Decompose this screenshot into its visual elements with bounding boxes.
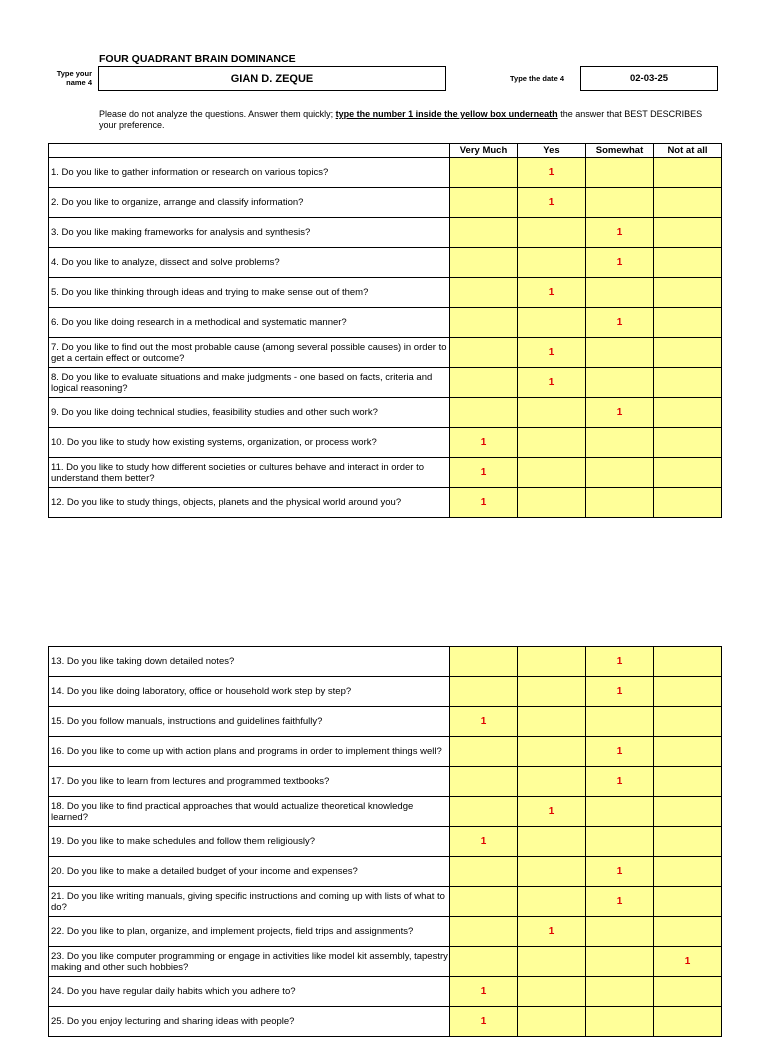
question-text: 14. Do you like doing laboratory, office or household work step by step?	[49, 677, 450, 707]
answer-cell-not-at-all[interactable]	[654, 188, 722, 218]
answer-cell-yes[interactable]: 1	[518, 917, 586, 947]
answer-cell-very-much[interactable]	[450, 947, 518, 977]
answer-cell-not-at-all[interactable]	[654, 797, 722, 827]
question-row	[49, 677, 722, 707]
question-row	[49, 917, 722, 947]
column-header-not-at-all: Not at all	[654, 144, 722, 158]
answer-cell-not-at-all[interactable]	[654, 917, 722, 947]
answer-cell-very-much[interactable]	[450, 188, 518, 218]
question-row	[49, 737, 722, 767]
answer-cell-somewhat[interactable]	[586, 707, 654, 737]
question-text: 12. Do you like to study things, objects, planets and the physical world around you?	[49, 488, 450, 518]
answer-cell-yes[interactable]	[518, 647, 586, 677]
answer-cell-not-at-all[interactable]	[654, 398, 722, 428]
answer-cell-yes[interactable]	[518, 488, 586, 518]
answer-cell-very-much[interactable]	[450, 917, 518, 947]
answer-cell-not-at-all[interactable]	[654, 248, 722, 278]
answer-cell-very-much[interactable]: 1	[450, 977, 518, 1007]
question-row	[49, 767, 722, 797]
question-text: 11. Do you like to study how different societies or cultures behave and interact in order to understand them better?	[49, 458, 450, 488]
answer-cell-not-at-all[interactable]: 1	[654, 947, 722, 977]
question-row	[49, 947, 722, 977]
column-header-very-much: Very Much	[450, 144, 518, 158]
question-text: 17. Do you like to learn from lectures and programmed textbooks?	[49, 767, 450, 797]
answer-cell-somewhat[interactable]	[586, 947, 654, 977]
question-row	[49, 278, 722, 308]
question-text: 3. Do you like making frameworks for analysis and synthesis?	[49, 218, 450, 248]
answer-cell-yes[interactable]	[518, 308, 586, 338]
answer-cell-yes[interactable]	[518, 428, 586, 458]
answer-cell-somewhat[interactable]	[586, 428, 654, 458]
question-row	[49, 488, 722, 518]
answer-cell-yes[interactable]: 1	[518, 368, 586, 398]
answer-cell-not-at-all[interactable]	[654, 677, 722, 707]
answer-cell-very-much[interactable]	[450, 887, 518, 917]
answer-cell-yes[interactable]	[518, 767, 586, 797]
answer-cell-yes[interactable]	[518, 1007, 586, 1037]
question-row	[49, 797, 722, 827]
answer-cell-not-at-all[interactable]	[654, 707, 722, 737]
answer-cell-not-at-all[interactable]	[654, 857, 722, 887]
answer-cell-somewhat[interactable]: 1	[586, 248, 654, 278]
answer-cell-not-at-all[interactable]	[654, 887, 722, 917]
question-text: 4. Do you like to analyze, dissect and solve problems?	[49, 248, 450, 278]
question-text: 18. Do you like to find practical approaches that would actualize theoretical knowledge learned?	[49, 797, 450, 827]
date-label: Type the date 4	[510, 74, 565, 83]
answer-cell-very-much[interactable]	[450, 218, 518, 248]
answer-cell-very-much[interactable]: 1	[450, 707, 518, 737]
answer-cell-not-at-all[interactable]	[654, 767, 722, 797]
question-text: 16. Do you like to come up with action plans and programs in order to implement things well?	[49, 737, 450, 767]
form-title: FOUR QUADRANT BRAIN DOMINANCE	[99, 53, 296, 65]
answer-cell-somewhat[interactable]: 1	[586, 887, 654, 917]
question-text: 25. Do you enjoy lecturing and sharing ideas with people?	[49, 1007, 450, 1037]
question-row	[49, 1007, 722, 1037]
answer-cell-somewhat[interactable]: 1	[586, 647, 654, 677]
answer-cell-somewhat[interactable]	[586, 188, 654, 218]
answer-cell-not-at-all[interactable]	[654, 737, 722, 767]
answer-cell-somewhat[interactable]	[586, 158, 654, 188]
answer-cell-somewhat[interactable]	[586, 338, 654, 368]
question-row	[49, 188, 722, 218]
answer-cell-not-at-all[interactable]	[654, 308, 722, 338]
questions-table-1	[48, 143, 722, 518]
answer-cell-yes[interactable]	[518, 707, 586, 737]
answer-cell-yes[interactable]: 1	[518, 797, 586, 827]
answer-cell-not-at-all[interactable]	[654, 368, 722, 398]
answer-cell-not-at-all[interactable]	[654, 488, 722, 518]
answer-cell-yes[interactable]	[518, 398, 586, 428]
answer-cell-somewhat[interactable]	[586, 368, 654, 398]
answer-cell-very-much[interactable]	[450, 398, 518, 428]
answer-cell-not-at-all[interactable]	[654, 278, 722, 308]
answer-cell-not-at-all[interactable]	[654, 338, 722, 368]
answer-cell-very-much[interactable]	[450, 278, 518, 308]
answer-cell-somewhat[interactable]	[586, 488, 654, 518]
answer-cell-not-at-all[interactable]	[654, 218, 722, 248]
question-text: 23. Do you like computer programming or engage in activities like model kit assembly, tapestry making and other such hobbies?	[49, 947, 450, 977]
answer-cell-not-at-all[interactable]	[654, 977, 722, 1007]
question-text: 7. Do you like to find out the most probable cause (among several possible causes) in order to get a certain effect or outcome?	[49, 338, 450, 368]
answer-cell-very-much[interactable]	[450, 647, 518, 677]
answer-cell-yes[interactable]	[518, 887, 586, 917]
name-field[interactable]: GIAN D. ZEQUE	[98, 66, 446, 91]
answer-cell-somewhat[interactable]: 1	[586, 677, 654, 707]
answer-cell-somewhat[interactable]	[586, 797, 654, 827]
question-row	[49, 248, 722, 278]
answer-cell-very-much[interactable]	[450, 338, 518, 368]
answer-cell-very-much[interactable]	[450, 158, 518, 188]
question-text: 2. Do you like to organize, arrange and classify information?	[49, 188, 450, 218]
answer-cell-very-much[interactable]	[450, 248, 518, 278]
answer-cell-somewhat[interactable]: 1	[586, 857, 654, 887]
question-text: 19. Do you like to make schedules and follow them religiously?	[49, 827, 450, 857]
instructions: Please do not analyze the questions. Answer them quickly; type the number 1 inside the yellow box underneath the answer that BEST DESCRIBES your preference.	[99, 109, 703, 130]
column-header-yes: Yes	[518, 144, 586, 158]
question-text: 21. Do you like writing manuals, giving specific instructions and coming up with lists of what to do?	[49, 887, 450, 917]
answer-cell-yes[interactable]	[518, 218, 586, 248]
answer-cell-not-at-all[interactable]	[654, 458, 722, 488]
answer-cell-not-at-all[interactable]	[654, 647, 722, 677]
question-row	[49, 398, 722, 428]
question-row	[49, 857, 722, 887]
answer-cell-not-at-all[interactable]	[654, 428, 722, 458]
answer-cell-very-much[interactable]	[450, 677, 518, 707]
answer-cell-yes[interactable]	[518, 947, 586, 977]
answer-cell-yes[interactable]: 1	[518, 158, 586, 188]
question-row	[49, 707, 722, 737]
answer-cell-not-at-all[interactable]	[654, 827, 722, 857]
question-column-header	[49, 144, 450, 158]
answer-cell-yes[interactable]	[518, 677, 586, 707]
answer-cell-yes[interactable]: 1	[518, 278, 586, 308]
question-row	[49, 308, 722, 338]
question-text: 13. Do you like taking down detailed notes?	[49, 647, 450, 677]
question-row	[49, 368, 722, 398]
question-row	[49, 218, 722, 248]
answer-cell-very-much[interactable]: 1	[450, 458, 518, 488]
answer-cell-not-at-all[interactable]	[654, 158, 722, 188]
answer-cell-somewhat[interactable]	[586, 827, 654, 857]
question-row	[49, 647, 722, 677]
answer-cell-yes[interactable]	[518, 248, 586, 278]
answer-cell-very-much[interactable]	[450, 308, 518, 338]
question-text: 24. Do you have regular daily habits which you adhere to?	[49, 977, 450, 1007]
question-text: 5. Do you like thinking through ideas and trying to make sense out of them?	[49, 278, 450, 308]
answer-cell-yes[interactable]	[518, 827, 586, 857]
question-row	[49, 458, 722, 488]
answer-cell-yes[interactable]	[518, 737, 586, 767]
answer-cell-very-much[interactable]	[450, 368, 518, 398]
answer-cell-somewhat[interactable]	[586, 917, 654, 947]
answer-cell-very-much[interactable]	[450, 767, 518, 797]
answer-cell-yes[interactable]: 1	[518, 188, 586, 218]
answer-cell-somewhat[interactable]	[586, 278, 654, 308]
date-field[interactable]: 02-03-25	[580, 66, 718, 91]
question-text: 1. Do you like to gather information or research on various topics?	[49, 158, 450, 188]
answer-cell-very-much[interactable]	[450, 797, 518, 827]
question-row	[49, 428, 722, 458]
question-text: 8. Do you like to evaluate situations and make judgments - one based on facts, criteria and logical reasoning?	[49, 368, 450, 398]
answer-cell-somewhat[interactable]: 1	[586, 737, 654, 767]
column-header-somewhat: Somewhat	[586, 144, 654, 158]
answer-cell-very-much[interactable]	[450, 737, 518, 767]
question-text: 9. Do you like doing technical studies, feasibility studies and other such work?	[49, 398, 450, 428]
name-label: Type your name 4	[56, 69, 92, 87]
questions-table-2	[48, 646, 722, 1037]
question-row	[49, 338, 722, 368]
question-row	[49, 887, 722, 917]
answer-cell-yes[interactable]	[518, 857, 586, 887]
question-text: 22. Do you like to plan, organize, and implement projects, field trips and assignments?	[49, 917, 450, 947]
question-text: 6. Do you like doing research in a methodical and systematic manner?	[49, 308, 450, 338]
question-text: 15. Do you follow manuals, instructions and guidelines faithfully?	[49, 707, 450, 737]
answer-cell-very-much[interactable]: 1	[450, 827, 518, 857]
question-text: 10. Do you like to study how existing systems, organization, or process work?	[49, 428, 450, 458]
answer-cell-very-much[interactable]: 1	[450, 1007, 518, 1037]
answer-cell-very-much[interactable]	[450, 857, 518, 887]
answer-cell-somewhat[interactable]: 1	[586, 767, 654, 797]
answer-cell-somewhat[interactable]: 1	[586, 398, 654, 428]
answer-cell-somewhat[interactable]	[586, 977, 654, 1007]
answer-cell-yes[interactable]: 1	[518, 338, 586, 368]
answer-cell-yes[interactable]	[518, 977, 586, 1007]
question-text: 20. Do you like to make a detailed budget of your income and expenses?	[49, 857, 450, 887]
answer-cell-very-much[interactable]: 1	[450, 428, 518, 458]
answer-cell-very-much[interactable]: 1	[450, 488, 518, 518]
question-row	[49, 827, 722, 857]
answer-cell-somewhat[interactable]: 1	[586, 218, 654, 248]
question-row	[49, 977, 722, 1007]
answer-cell-somewhat[interactable]	[586, 458, 654, 488]
answer-cell-not-at-all[interactable]	[654, 1007, 722, 1037]
answer-cell-somewhat[interactable]	[586, 1007, 654, 1037]
answer-cell-somewhat[interactable]: 1	[586, 308, 654, 338]
answer-cell-yes[interactable]	[518, 458, 586, 488]
question-row	[49, 158, 722, 188]
